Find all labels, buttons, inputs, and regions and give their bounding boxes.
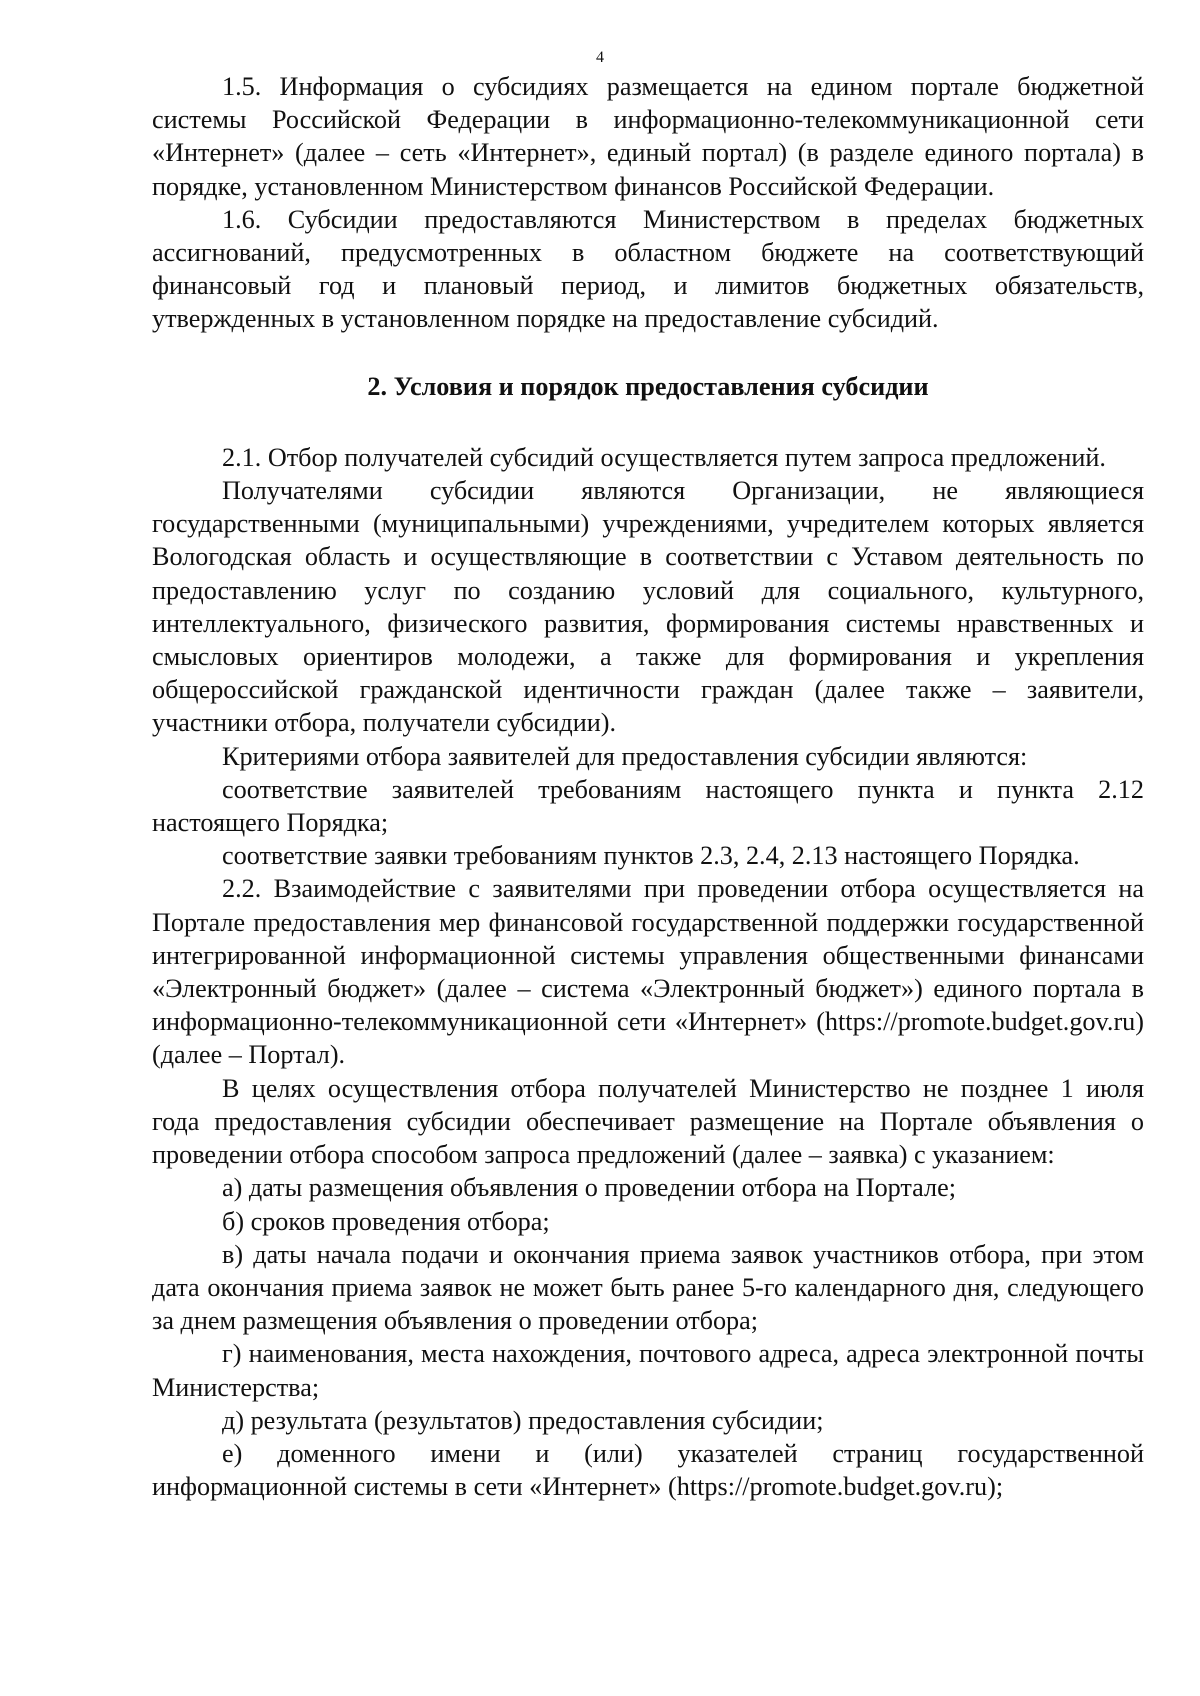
paragraph-2-2: 2.2. Взаимодействие с заявителями при проведении отбора осуществляется на Портале предоставления мер финансовой государственной поддержки государственной интегрированной информационной системы управления общественными финансами «Электронный бюджет» (далее – система «Электронный бюджет») единого портала в информационно-телекоммуникационной сети «Интернет» (https://promote.budget.gov.ru) (далее – Портал). [152, 874, 1144, 1070]
section-heading: 2. Условия и порядок предоставления субсидии [367, 371, 929, 401]
paragraph-1-5: 1.5. Информация о субсидиях размещается на едином портале бюджетной системы Российской Федерации в информационно-телекоммуникационной сети «Интернет» (далее – сеть «Интернет», единый портал) (в разделе единого портала) в порядке, установленном Министерством финансов Российской Федерации. [152, 72, 1144, 201]
list-item-d: д) результата (результатов) предоставления субсидии; [222, 1405, 824, 1435]
paragraph-announcement: В целях осуществления отбора получателей Министерство не позднее 1 июля года предоставления субсидии обеспечивает размещение на Портале объявления о проведении отбора способом запроса предложений (далее – заявка) с указанием: [152, 1073, 1144, 1170]
list-item-e: е) доменного имени и (или) указателей страниц государственной информационной системы в сети «Интернет» (https://promote.budget.gov.ru); [152, 1438, 1144, 1502]
paragraph-2-1: 2.1. Отбор получателей субсидий осуществляется путем запроса предложений. [222, 442, 1106, 472]
paragraph-criterion-2: соответствие заявки требованиям пунктов 2.3, 2.4, 2.13 настоящего Порядка. [222, 841, 1080, 871]
paragraph-criterion-1: соответствие заявителей требованиям настоящего пункта и пункта 2.12 настоящего Порядка; [152, 774, 1144, 838]
list-item-v: в) даты начала подачи и окончания приема заявок участников отбора, при этом дата окончания приема заявок не может быть ранее 5-го календарного дня, следующего за днем размещения объявления о проведении отбора; [152, 1239, 1144, 1336]
paragraph-1-6: 1.6. Субсидии предоставляются Министерством в пределах бюджетных ассигнований, предусмотренных в областном бюджете на соответствующий финансовый год и плановый период, и лимитов бюджетных обязательств, утвержденных в установленном порядке на предоставление субсидий. [152, 204, 1144, 334]
paragraph-criteria: Критериями отбора заявителей для предоставления субсидии являются: [222, 741, 1028, 771]
list-item-a: а) даты размещения объявления о проведении отбора на Портале; [222, 1173, 956, 1203]
document-body [152, 70, 1144, 1503]
paragraph-recipients: Получателями субсидии являются Организации, не являющиеся государственными (муниципальными) учреждениями, учредителем которых является Вологодская область и осуществляющие в соответствии с Уставом деятельность по предоставлению услуг по созданию условий для социального, культурного, интеллектуального, физического развития, формирования системы нравственных и смысловых ориентиров молодежи, а также для формирования и укрепления общероссийской гражданской идентичности граждан (далее также – заявители, участники отбора, получатели субсидии). [152, 476, 1144, 738]
page-number: 4 [596, 49, 604, 66]
list-item-b: б) сроков проведения отбора; [222, 1206, 550, 1236]
list-item-g: г) наименования, места нахождения, почтового адреса, адреса электронной почты Министерства; [152, 1339, 1144, 1402]
